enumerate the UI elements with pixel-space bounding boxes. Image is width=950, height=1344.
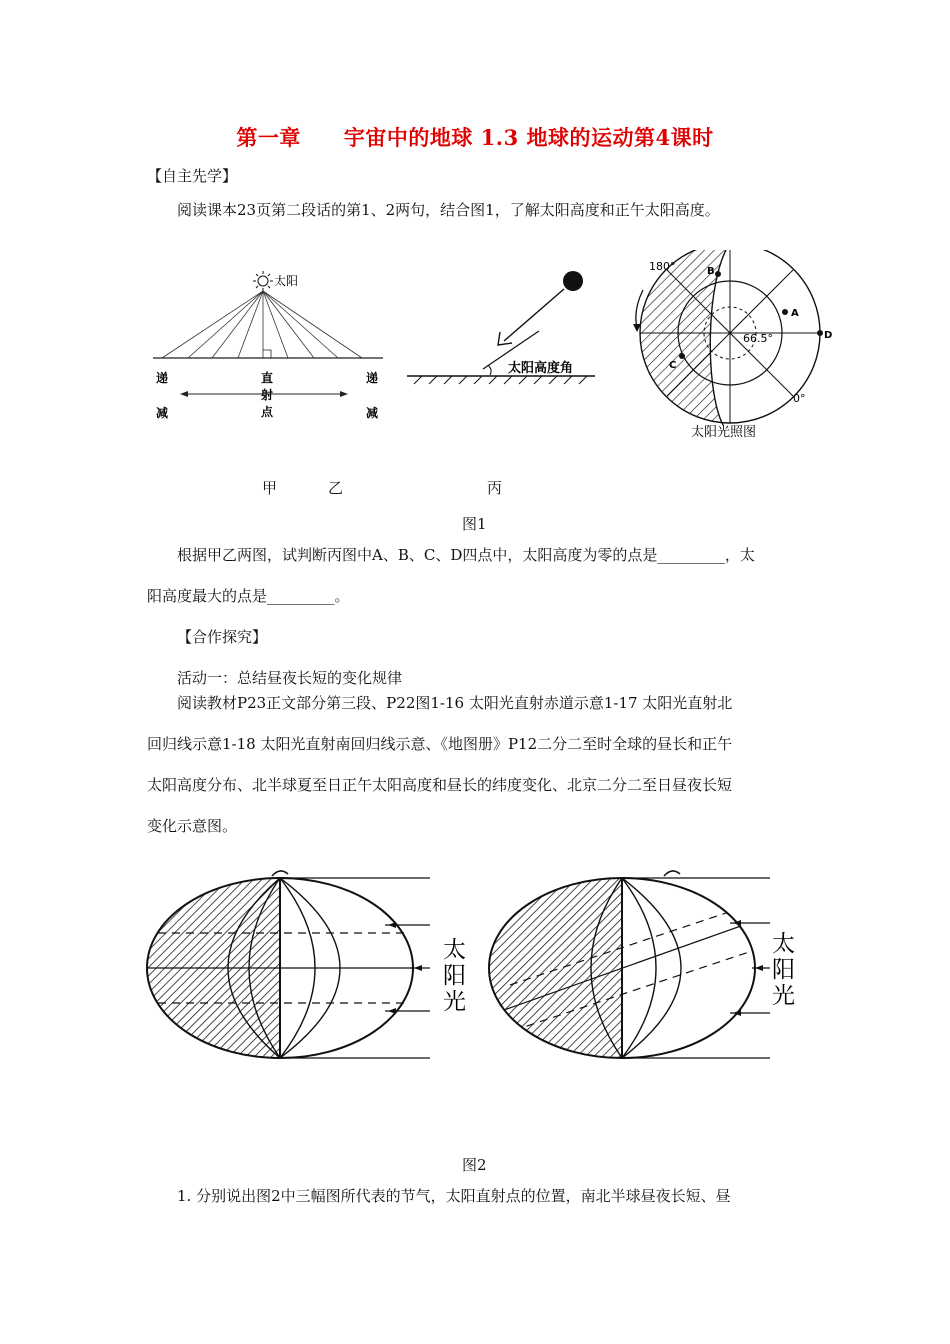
figure1-bing-diagram [625, 250, 840, 445]
reading-para-line3: 太阳高度分布、北半球夏至日正午太阳高度和昼长的纬度变化、北京二分二至日昼夜长短 [147, 776, 733, 794]
sun-icon [253, 271, 273, 291]
direct-point-char3: 点 [261, 405, 274, 419]
globe-left [140, 865, 430, 1065]
sunlight-right-char3: 光 [772, 983, 795, 1009]
sunlight-left-char3: 光 [443, 989, 466, 1015]
point-d-label: D [824, 330, 833, 341]
ground-hatch [414, 376, 587, 384]
point-b-dot [715, 271, 721, 277]
label-0: 0° [793, 392, 806, 405]
figure2-caption: 图2 [462, 1156, 487, 1174]
activity-title: 活动一：总结昼夜长短的变化规律 [177, 669, 403, 687]
point-d-dot [817, 330, 823, 336]
reading-para-line4: 变化示意图。 [147, 817, 238, 835]
label-180: 180° [649, 260, 676, 273]
point-c-dot [679, 353, 685, 359]
point-a-label: A [791, 308, 799, 319]
question1-line2: 阳高度最大的点是_________。 [147, 587, 350, 605]
left-decrease-bottom: 减 [156, 406, 169, 420]
label-66-5: 66.5° [743, 332, 773, 345]
point-a-dot [782, 309, 788, 315]
sun-rays [162, 291, 362, 358]
point-b-label: B [707, 266, 715, 277]
figure1-yi-diagram [402, 265, 602, 385]
instruction-text: 阅读课本23页第二段话的第1、2两句，结合图1，了解太阳高度和正午太阳高度。 [177, 201, 720, 219]
sun-ray-line [504, 289, 564, 341]
bing-caption: 太阳光照图 [691, 425, 757, 440]
figure2-diagram [140, 865, 820, 1070]
right-decrease-bottom: 减 [366, 406, 379, 420]
figure1-caption: 图1 [462, 515, 487, 533]
right-decrease-top: 递 [366, 371, 379, 385]
sunlight-right-char1: 太 [772, 931, 795, 957]
reading-para-line2: 回归线示意1-18 太阳光直射南回归线示意、《地图册》P12二分二至时全球的昼长和正午 [147, 735, 733, 753]
right-angle-mark [263, 350, 271, 358]
subcaption-bing: 丙 [487, 479, 503, 497]
reading-para-line1: 阅读教材P23正文部分第三段、P22图1-16 太阳光直射赤道示意1-17 太阳光直射北 [177, 694, 733, 712]
sunlight-left-char1: 太 [443, 937, 466, 963]
sun-ball-icon [563, 271, 583, 291]
sunlight-right-char2: 阳 [772, 957, 795, 983]
subcaption-jia: 甲 [262, 479, 278, 497]
angle-arc [488, 365, 491, 375]
left-decrease-top: 递 [156, 371, 169, 385]
point-c-label: C [669, 360, 677, 371]
sun-label: 太阳 [274, 274, 299, 288]
page-title: 第一章 宇宙中的地球 1.3 地球的运动第4课时 [236, 125, 714, 150]
angle-label: 太阳高度角 [508, 361, 574, 376]
figure1-jia-diagram [150, 265, 390, 425]
section-heading-self-study: 【自主先学】 [147, 167, 238, 185]
direct-point-char1: 直 [261, 371, 274, 385]
question1-line1: 根据甲乙两图，试判断丙图中A、B、C、D四点中，太阳高度为零的点是_________，太 [177, 546, 755, 564]
direct-point-char2: 射 [261, 388, 274, 402]
subcaption-yi: 乙 [328, 479, 344, 497]
globe-right [480, 865, 770, 1065]
question2-text: 1. 分别说出图2中三幅图所代表的节气，太阳直射点的位置，南北半球昼夜长短、昼 [177, 1187, 731, 1205]
ray-arrow-icon [498, 332, 512, 345]
sunlight-left-char2: 阳 [443, 963, 466, 989]
section-heading-cooperative: 【合作探究】 [177, 628, 268, 646]
